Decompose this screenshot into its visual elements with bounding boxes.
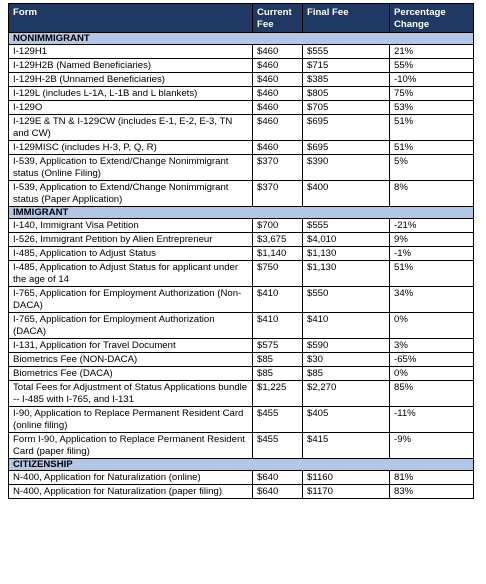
final-fee-cell: $390 (303, 155, 390, 181)
form-name-cell: I-131, Application for Travel Document (9, 339, 253, 353)
form-name-cell: I-485, Application to Adjust Status (9, 247, 253, 261)
percentage-change-cell: 0% (390, 313, 474, 339)
current-fee-cell: $85 (253, 353, 303, 367)
form-name-cell: I-129H-2B (Unnamed Beneficiaries) (9, 73, 253, 87)
current-fee-cell: $460 (253, 101, 303, 115)
current-fee-cell: $85 (253, 367, 303, 381)
percentage-change-cell: -65% (390, 353, 474, 367)
table-row (9, 287, 474, 313)
current-fee-cell: $460 (253, 45, 303, 59)
form-name-cell: I-129E & TN & I-129CW (includes E-1, E-2, E-3, TN and CW) (9, 115, 253, 141)
table-row (9, 247, 474, 261)
form-name-cell: I-129H1 (9, 45, 253, 59)
final-fee-cell: $2,270 (303, 381, 390, 407)
percentage-change-cell: 3% (390, 339, 474, 353)
percentage-change-cell: 55% (390, 59, 474, 73)
form-name-cell: I-140, Immigrant Visa Petition (9, 219, 253, 233)
final-fee-cell: $550 (303, 287, 390, 313)
section-title: NONIMMIGRANT (9, 33, 474, 45)
percentage-change-cell: 8% (390, 181, 474, 207)
percentage-change-cell: 81% (390, 471, 474, 485)
form-name-cell: I-90, Application to Replace Permanent Resident Card (online filing) (9, 407, 253, 433)
table-row (9, 485, 474, 499)
final-fee-cell: $555 (303, 219, 390, 233)
table-row (9, 433, 474, 459)
current-fee-cell: $460 (253, 115, 303, 141)
current-fee-cell: $410 (253, 287, 303, 313)
table-row (9, 339, 474, 353)
percentage-change-cell: 53% (390, 101, 474, 115)
table-row (9, 219, 474, 233)
table-row (9, 261, 474, 287)
section-title: CITIZENSHIP (9, 459, 474, 471)
percentage-change-cell: 5% (390, 155, 474, 181)
current-fee-cell: $460 (253, 141, 303, 155)
form-name-cell: Biometrics Fee (NON-DACA) (9, 353, 253, 367)
table-row (9, 73, 474, 87)
form-name-cell: I-765, Application for Employment Authorization (DACA) (9, 313, 253, 339)
percentage-change-cell: 21% (390, 45, 474, 59)
percentage-change-cell: 51% (390, 115, 474, 141)
table-header-row (9, 4, 474, 33)
final-fee-cell: $1,130 (303, 247, 390, 261)
form-name-cell: I-539, Application to Extend/Change Nonimmigrant status (Online Filing) (9, 155, 253, 181)
final-fee-cell: $1,130 (303, 261, 390, 287)
current-fee-cell: $3,675 (253, 233, 303, 247)
header-final-fee: Final Fee (303, 4, 390, 33)
form-name-cell: I-526, Immigrant Petition by Alien Entrepreneur (9, 233, 253, 247)
final-fee-cell: $415 (303, 433, 390, 459)
percentage-change-cell: -10% (390, 73, 474, 87)
final-fee-cell: $695 (303, 141, 390, 155)
final-fee-cell: $400 (303, 181, 390, 207)
current-fee-cell: $455 (253, 407, 303, 433)
current-fee-cell: $460 (253, 59, 303, 73)
percentage-change-cell: -21% (390, 219, 474, 233)
section-row (9, 207, 474, 219)
final-fee-cell: $695 (303, 115, 390, 141)
fee-table (8, 3, 474, 499)
final-fee-cell: $405 (303, 407, 390, 433)
final-fee-cell: $4,010 (303, 233, 390, 247)
form-name-cell: I-129MISC (includes H-3, P, Q, R) (9, 141, 253, 155)
form-name-cell: N-400, Application for Naturalization (online) (9, 471, 253, 485)
table-row (9, 381, 474, 407)
table-row (9, 155, 474, 181)
final-fee-cell: $590 (303, 339, 390, 353)
table-row (9, 115, 474, 141)
percentage-change-cell: 0% (390, 367, 474, 381)
percentage-change-cell: 34% (390, 287, 474, 313)
final-fee-cell: $715 (303, 59, 390, 73)
percentage-change-cell: 85% (390, 381, 474, 407)
form-name-cell: Biometrics Fee (DACA) (9, 367, 253, 381)
current-fee-cell: $575 (253, 339, 303, 353)
percentage-change-cell: -9% (390, 433, 474, 459)
section-title: IMMIGRANT (9, 207, 474, 219)
table-row (9, 181, 474, 207)
percentage-change-cell: 75% (390, 87, 474, 101)
final-fee-cell: $705 (303, 101, 390, 115)
table-row (9, 59, 474, 73)
form-name-cell: I-129H2B (Named Beneficiaries) (9, 59, 253, 73)
final-fee-cell: $1160 (303, 471, 390, 485)
form-name-cell: Total Fees for Adjustment of Status Applications bundle -- I-485 with I-765, and I-131 (9, 381, 253, 407)
section-row (9, 459, 474, 471)
form-name-cell: I-765, Application for Employment Authorization (Non-DACA) (9, 287, 253, 313)
current-fee-cell: $700 (253, 219, 303, 233)
current-fee-cell: $1,225 (253, 381, 303, 407)
current-fee-cell: $455 (253, 433, 303, 459)
table-row (9, 313, 474, 339)
header-percentage-change: Percentage Change (390, 4, 474, 33)
current-fee-cell: $370 (253, 181, 303, 207)
percentage-change-cell: 51% (390, 261, 474, 287)
final-fee-cell: $85 (303, 367, 390, 381)
final-fee-cell: $805 (303, 87, 390, 101)
header-current-fee: Current Fee (253, 4, 303, 33)
current-fee-cell: $750 (253, 261, 303, 287)
table-row (9, 233, 474, 247)
current-fee-cell: $460 (253, 73, 303, 87)
form-name-cell: I-539, Application to Extend/Change Nonimmigrant status (Paper Application) (9, 181, 253, 207)
current-fee-cell: $640 (253, 471, 303, 485)
final-fee-cell: $385 (303, 73, 390, 87)
form-name-cell: I-485, Application to Adjust Status for applicant under the age of 14 (9, 261, 253, 287)
form-name-cell: Form I-90, Application to Replace Permanent Resident Card (paper filing) (9, 433, 253, 459)
table-row (9, 87, 474, 101)
current-fee-cell: $410 (253, 313, 303, 339)
table-row (9, 45, 474, 59)
percentage-change-cell: -11% (390, 407, 474, 433)
current-fee-cell: $1,140 (253, 247, 303, 261)
form-name-cell: N-400, Application for Naturalization (paper filing) (9, 485, 253, 499)
table-row (9, 101, 474, 115)
table-row (9, 353, 474, 367)
final-fee-cell: $410 (303, 313, 390, 339)
header-form: Form (9, 4, 253, 33)
table-body (9, 33, 474, 499)
current-fee-cell: $640 (253, 485, 303, 499)
final-fee-cell: $1170 (303, 485, 390, 499)
current-fee-cell: $370 (253, 155, 303, 181)
final-fee-cell: $555 (303, 45, 390, 59)
table-row (9, 141, 474, 155)
section-row (9, 33, 474, 45)
form-name-cell: I-129L (includes L-1A, L-1B and L blankets) (9, 87, 253, 101)
table-row (9, 407, 474, 433)
current-fee-cell: $460 (253, 87, 303, 101)
percentage-change-cell: 9% (390, 233, 474, 247)
percentage-change-cell: 51% (390, 141, 474, 155)
table-row (9, 367, 474, 381)
percentage-change-cell: 83% (390, 485, 474, 499)
final-fee-cell: $30 (303, 353, 390, 367)
form-name-cell: I-129O (9, 101, 253, 115)
table-row (9, 471, 474, 485)
percentage-change-cell: -1% (390, 247, 474, 261)
